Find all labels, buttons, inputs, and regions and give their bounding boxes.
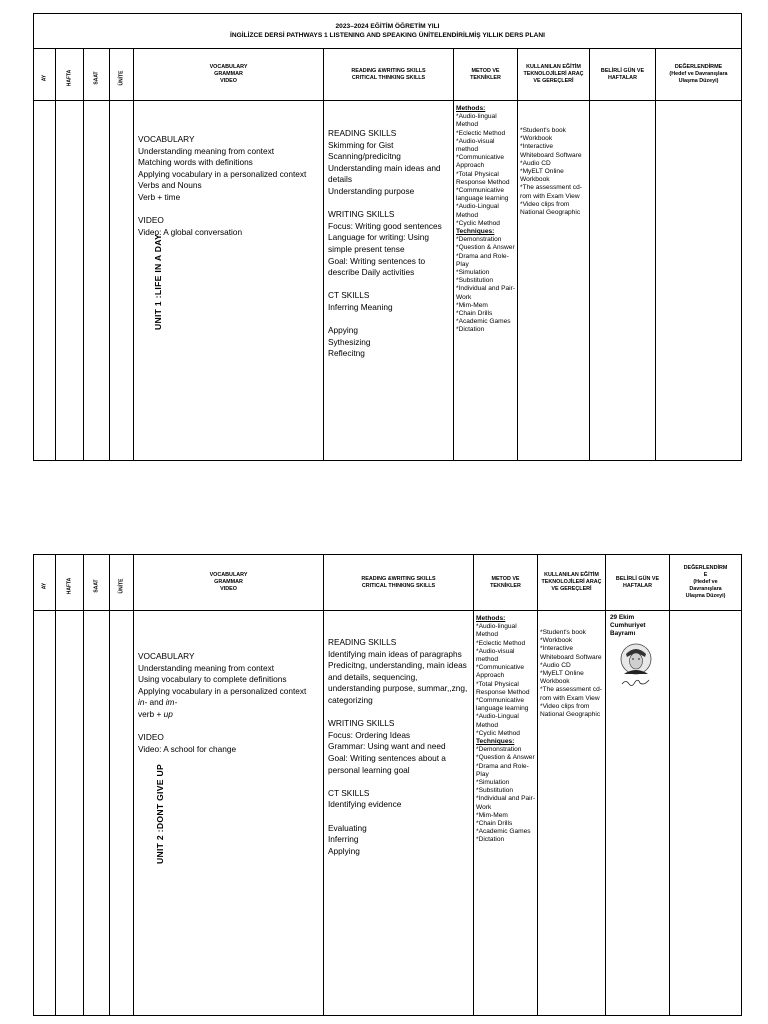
tools-cell: *Student's book *Workbook *Interactive Whiteboard Software *Audio CD *MyELT Online Workbook *The assessment cd-rom with Exam View *Video clips from National Geographic [538, 611, 606, 1016]
evaluation-cell [656, 101, 742, 461]
cell-saat [84, 101, 110, 461]
unit-title-cell [110, 101, 164, 461]
evaluation-cell [670, 611, 742, 1016]
header-vocabulary-grammar-video: VOCABULARY GRAMMAR VIDEO [134, 555, 324, 611]
header-tools: KULLANILAN EĞİTİM TEKNOLOJİLERİ ARAÇ VE GEREÇLERİ [538, 555, 606, 611]
cell-hafta [56, 611, 84, 1016]
header-evaluation: DEĞERLENDİRM E (Hedef ve Davranışlara Ulaşma Düzeyi) [670, 555, 742, 611]
header-saat: SAAT [84, 555, 110, 611]
header-hafta: HAFTA [56, 555, 84, 611]
header-reading-writing-skills: READING &WRITING SKILLS CRITICAL THINKING SKILLS [324, 555, 474, 611]
header-saat: SAAT [84, 49, 110, 101]
holiday-text: 29 Ekim Cumhuriyet Bayramı [610, 614, 646, 637]
header-hafta: HAFTA [56, 49, 84, 101]
special-days-cell [590, 101, 656, 461]
header-ay: AY [34, 555, 56, 611]
tools-cell: *Student's book *Workbook *Interactive Whiteboard Software *Audio CD *MyELT Online Workbook *The assessment cd-rom with Exam View *Video clips from National Geographic [518, 101, 590, 461]
skills-cell: READING SKILLS Skimming for Gist Scanning/predicitng Understanding main ideas and details Understanding purpose WRITING SKILLS Focus: Writing good sentences Language for writing: Using simple present tense Goal: Writing sentences to describe Daily activities CT SKILLS Inferring Meaning Appying Sythesizing Reflecitng [324, 101, 454, 461]
vocabulary-cell: VOCABULARY Understanding meaning from context Using vocabulary to complete definitions Applying vocabulary in a personalized context in- and im- verb + up VIDEO Video: A school for change [134, 611, 324, 1016]
cell-ay [34, 101, 56, 461]
header-ay: AY [34, 49, 56, 101]
annual-plan-table-unit-2 [33, 554, 742, 1016]
ataturk-portrait-icon [614, 642, 658, 690]
header-reading-writing-skills: READING &WRITING SKILLS CRITICAL THINKING SKILLS [324, 49, 454, 101]
methods-cell: Methods: *Audio-lingual Method *Eclectic Method *Audio-visual method *Communicative Approach *Total Physical Response Method *Communicative language learning *Audio-Lingual Method *Cyclic Method Techniques: *Demonstration *Question & Answer *Drama and Role-Play *Simulation *Substitution *Individual and Pair-Work *Mim-Mem *Chain Drills *Academic Games *Dictation [474, 611, 538, 1016]
unit-title: UNIT 1 :LIFE IN A DAY [153, 233, 164, 330]
vocabulary-cell: VOCABULARY Understanding meaning from context Matching words with definitions Applying vocabulary in a personalized context Verbs and Nouns Verb + time VIDEO Video: A global conversation [134, 101, 324, 461]
plan-title-year: 2023–2024 EĞİTİM ÖĞRETİM YILI [335, 23, 440, 30]
cell-hafta [56, 101, 84, 461]
skills-cell: READING SKILLS Identifying main ideas of paragraphs Predicitng, understanding, main ideas and details, sequencing, understanding purpose, summar,,zng, categorizing WRITING SKILLS Focus: Ordering Ideas Grammar: Using want and need Goal: Writing sentences about a personal learning goal CT SKILLS Identifying evidence Evaluating Inferring Applying [324, 611, 474, 1016]
header-special-days: BELİRLİ GÜN VE HAFTALAR [606, 555, 670, 611]
header-tools: KULLANILAN EĞİTİM TEKNOLOJİLERİ ARAÇ VE GEREÇLERİ [518, 49, 590, 101]
verb-up-line: verb + up [138, 708, 173, 719]
plan-title-course: İNGİLİZCE DERSİ PATHWAYS 1 LISTENING AND SPEAKING ÜNİTELENDİRİLMİŞ YILLIK DERS PLANI [230, 32, 545, 39]
annual-plan-table-unit-1 [33, 13, 742, 461]
header-vocabulary-grammar-video: VOCABULARY GRAMMAR VIDEO [134, 49, 324, 101]
plan-title [34, 14, 742, 49]
cell-ay [34, 611, 56, 1016]
header-methods-techniques: METOD VE TEKNİKLER [454, 49, 518, 101]
methods-cell: Methods: *Audio-lingual Method *Eclectic Method *Audio-visual method *Communicative Approach *Total Physical Response Method *Communicative language learning *Audio-Lingual Method *Cyclic Method Techniques: *Demonstration *Question & Answer *Drama and Role-Play *Simulation *Substitution *Individual and Pair-Work *Mim-Mem *Chain Drills *Academic Games *Dictation [454, 101, 518, 461]
header-methods-techniques: METOD VE TEKNİKLER [474, 555, 538, 611]
special-days-cell [606, 611, 670, 1016]
header-unite: ÜNİTE [110, 49, 134, 101]
unit-title: UNIT 2 :DONT GIVE UP [155, 763, 166, 865]
header-evaluation: DEĞERLENDİRME (Hedef ve Davranışlara Ulaşma Düzeyi) [656, 49, 742, 101]
header-unite: ÜNİTE [110, 555, 134, 611]
prefix-line: in- and im- [138, 697, 178, 708]
cell-saat [84, 611, 110, 1016]
header-special-days: BELİRLİ GÜN VE HAFTALAR [590, 49, 656, 101]
